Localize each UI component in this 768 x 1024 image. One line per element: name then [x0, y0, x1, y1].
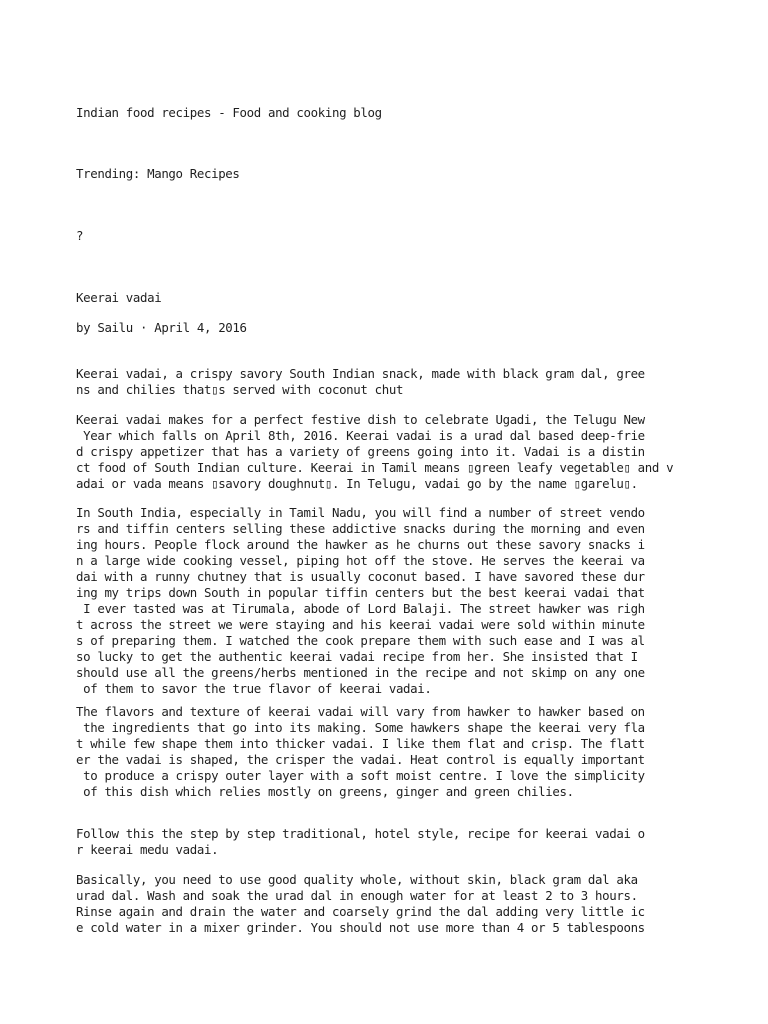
missing-image-glyph: ?: [76, 228, 84, 243]
paragraph-line: ing hours. People flock around the hawker as he churns out these savory snacks i: [76, 537, 645, 552]
post-title: Keerai vadai: [76, 290, 162, 305]
paragraph-line: rs and tiffin centers selling these addictive snacks during the morning and even: [76, 521, 645, 536]
paragraph-line: n a large wide cooking vessel, piping hot off the stove. He serves the keerai va: [76, 553, 645, 568]
site-title: Indian food recipes - Food and cooking blog: [76, 105, 382, 120]
post-byline: by Sailu · April 4, 2016: [76, 320, 247, 335]
paragraph-follow: [76, 826, 645, 858]
paragraph-line: Keerai vadai, a crispy savory South Indian snack, made with black gram dal, gree: [76, 366, 645, 381]
trending-text: Trending: Mango Recipes: [76, 166, 240, 181]
paragraph-line: the ingredients that go into its making. Some hawkers shape the keerai very fla: [76, 720, 645, 735]
paragraph-line: s of preparing them. I watched the cook prepare them with such ease and I was al: [76, 633, 645, 648]
paragraph-line: to produce a crispy outer layer with a soft moist centre. I love the simplicity: [76, 768, 645, 783]
paragraph-line: er the vadai is shaped, the crisper the vadai. Heat control is equally important: [76, 752, 645, 767]
paragraph-line: of them to savor the true flavor of keerai vadai.: [76, 681, 432, 696]
paragraph-line: ct food of South Indian culture. Keerai in Tamil means ▯green leafy vegetable▯ and v: [76, 460, 674, 475]
paragraph-line: should use all the greens/herbs mentioned in the recipe and not skimp on any one: [76, 665, 645, 680]
paragraph-line: of this dish which relies mostly on greens, ginger and green chilies.: [76, 784, 574, 799]
paragraph-line: t across the street we were staying and his keerai vadai were sold within minute: [76, 617, 645, 632]
paragraph-ugadi: [76, 412, 673, 492]
paragraph-line: d crispy appetizer that has a variety of greens going into it. Vadai is a distin: [76, 444, 645, 459]
paragraph-line: Year which falls on April 8th, 2016. Keerai vadai is a urad dal based deep-frie: [76, 428, 645, 443]
paragraph-basically: [76, 872, 645, 936]
paragraph-line: so lucky to get the authentic keerai vadai recipe from her. She insisted that I: [76, 649, 638, 664]
paragraph-line: I ever tasted was at Tirumala, abode of Lord Balaji. The street hawker was righ: [76, 601, 645, 616]
paragraph-line: Basically, you need to use good quality whole, without skin, black gram dal aka: [76, 872, 638, 887]
paragraph-line: t while few shape them into thicker vadai. I like them flat and crisp. The flatt: [76, 736, 645, 751]
paragraph-line: The flavors and texture of keerai vadai will vary from hawker to hawker based on: [76, 704, 645, 719]
paragraph-line: urad dal. Wash and soak the urad dal in enough water for at least 2 to 3 hours.: [76, 888, 638, 903]
paragraph-south-india: [76, 505, 645, 697]
paragraph-intro: [76, 366, 645, 398]
paragraph-line: Keerai vadai makes for a perfect festive dish to celebrate Ugadi, the Telugu New: [76, 412, 645, 427]
paragraph-line: ing my trips down South in popular tiffin centers but the best keerai vadai that: [76, 585, 645, 600]
paragraph-line: dai with a runny chutney that is usually coconut based. I have savored these dur: [76, 569, 645, 584]
paragraph-line: In South India, especially in Tamil Nadu, you will find a number of street vendo: [76, 505, 645, 520]
paragraph-line: Follow this the step by step traditional, hotel style, recipe for keerai vadai o: [76, 826, 645, 841]
paragraph-flavors: [76, 704, 645, 800]
paragraph-line: Rinse again and drain the water and coarsely grind the dal adding very little ic: [76, 904, 645, 919]
paragraph-line: adai or vada means ▯savory doughnut▯. In Telugu, vadai go by the name ▯garelu▯.: [76, 476, 638, 491]
paragraph-line: r keerai medu vadai.: [76, 842, 219, 857]
paragraph-line: ns and chilies that▯s served with coconut chut: [76, 382, 404, 397]
paragraph-line: e cold water in a mixer grinder. You should not use more than 4 or 5 tablespoons: [76, 920, 645, 935]
